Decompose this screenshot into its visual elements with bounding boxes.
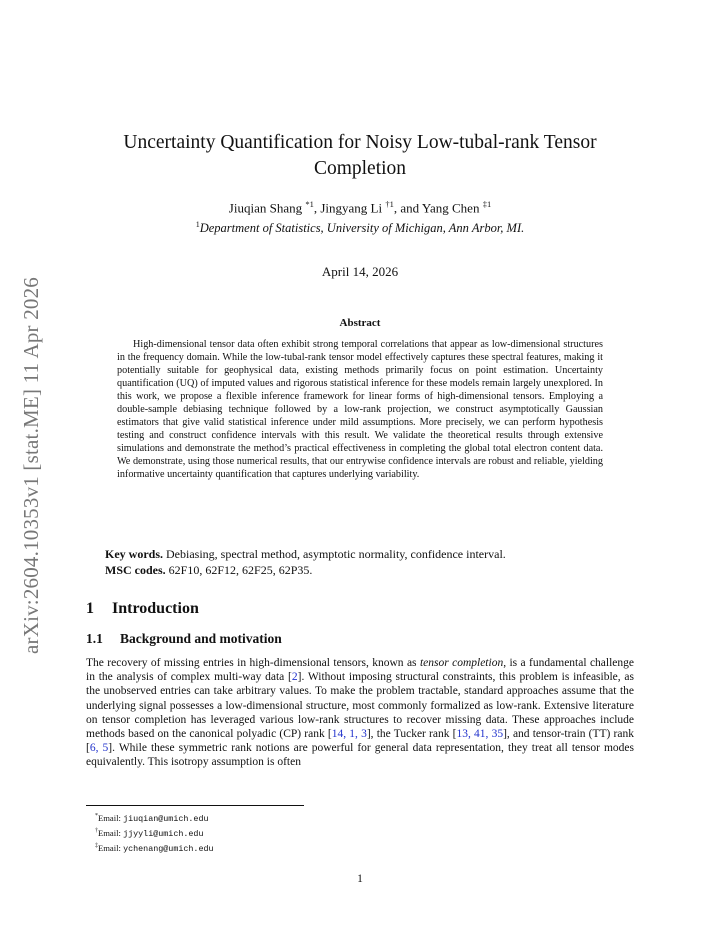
subsection-number: 1.1 — [86, 631, 103, 646]
abstract-heading: Abstract — [339, 317, 381, 329]
footnote-mark: ‡ — [95, 843, 98, 850]
footnote-item — [95, 810, 214, 825]
page-number: 1 — [357, 873, 363, 885]
footnote-mark: * — [95, 813, 98, 819]
keywords-label: Key words. — [105, 547, 163, 561]
keywords-text: Debiasing, spectral method, asymptotic normality, confidence interval. — [166, 547, 506, 561]
footnote-email[interactable]: ychenang@umich.edu — [123, 844, 214, 855]
footnote-label: Email: — [98, 843, 124, 854]
section-number: 1 — [86, 600, 94, 617]
keywords-line — [105, 546, 625, 562]
abstract-body: High-dimensional tensor data often exhibit strong temporal correlations that appear as low-dimensional structures in the frequency domain. While the low-tubal-rank tensor model effectively captures these spectral features, making it potentially suitable for geophysical data, existing methods primarily focus on point estimation. Uncertainty quantification (UQ) of imputed values and rigorous statistical inference for these models remain largely unexplored. In this work, we propose a flexible inference framework for linear forms of high-dimensional tensors. Employing a double-sample debiasing technique followed by a low-rank projection, we construct asymptotically Gaussian estimators that give valid statistical inference under mild assumptions. More precisely, we can perform hypothesis testing and construct confidence intervals with this result. We validate the theoretical results through extensive simulations and demonstrate the method’s practical effectiveness in completing the global total electron content data. We demonstrate, using those numerical results, that our entrywise confidence intervals are robust and reliable, yielding informative uncertainty quantification that captures underlying variability. — [117, 339, 603, 480]
keywords-block — [105, 546, 625, 578]
section-heading-introduction — [86, 600, 199, 618]
author-mark: ‡1 — [482, 199, 492, 209]
author-separator: , and — [393, 200, 422, 216]
citation-link[interactable]: 13, 41, 35 — [456, 728, 504, 741]
footnote-rule — [86, 805, 304, 806]
arxiv-sidebar-stamp — [12, 250, 52, 680]
author-name: Jiuqian Shang — [228, 200, 303, 216]
citation-link[interactable]: 6, 5 — [89, 742, 109, 755]
footnote-email[interactable]: jjyyli@umich.edu — [123, 829, 204, 840]
affiliation — [100, 220, 620, 236]
footnote-email[interactable]: jiuqian@umich.edu — [123, 813, 209, 824]
footnote-item — [95, 825, 214, 840]
subsection-title: Background and motivation — [120, 631, 282, 646]
subsection-heading-background — [86, 631, 282, 647]
footnotes — [95, 810, 214, 855]
footnote-mark: † — [95, 828, 98, 835]
intro-text: The recovery of missing entries in high-dimensional tensors, known as — [86, 657, 420, 669]
footnote-item — [95, 840, 214, 855]
section-title: Introduction — [112, 600, 199, 617]
footnote-label: Email: — [98, 812, 124, 823]
intro-text: ]. While these symmetric rank notions are powerful for general data representation, they treat all tensor modes equivalently. This isotropy assumption is often — [86, 742, 635, 769]
paper-title: Uncertainty Quantification for Noisy Low-tubal-rank Tensor Completion — [123, 132, 597, 179]
author-separator: , — [313, 200, 321, 216]
msc-label: MSC codes. — [105, 563, 166, 577]
author-mark: †1 — [385, 199, 394, 209]
intro-text: ], the Tucker rank [ — [366, 728, 457, 741]
arxiv-id-label: arXiv:2604.10353v1 [stat.ME] 11 Apr 2026 — [19, 276, 44, 654]
author-name: Yang Chen — [421, 200, 480, 216]
affiliation-mark: 1 — [195, 220, 200, 229]
msc-line — [105, 562, 625, 578]
author-list — [100, 199, 620, 216]
footnote-label: Email: — [98, 828, 124, 839]
intro-term: tensor completion — [419, 657, 504, 669]
msc-text: 62F10, 62F12, 62F25, 62P35. — [168, 563, 313, 577]
intro-paragraph — [86, 656, 634, 770]
intro-text: , is a fundamental challenge in the analysis of complex multi-way data [ — [86, 657, 634, 684]
paper-date: April 14, 2026 — [321, 264, 399, 279]
intro-text: ], and tensor-train (TT) rank [ — [86, 728, 634, 755]
affiliation-text: Department of Statistics, University of Michigan, Ann Arbor, MI. — [199, 221, 525, 236]
citation-link[interactable]: 14, 1, 3 — [331, 728, 367, 741]
author-mark: *1 — [305, 199, 314, 209]
intro-text: ]. Without imposing structural constraints, this problem is infeasible, as the unobserved entries can take arbitrary values. To make the problem tractable, standard approaches assume that the underlying signal possesses a low-dimensional structure, most commonly formalized as low-rank. Extensive literature on tensor completion has leveraged various low-rank structures to recover missing data. These approaches include methods based on the canonical polyadic (CP) rank [ — [86, 671, 634, 741]
author-name: Jingyang Li — [320, 200, 383, 216]
citation-link[interactable]: 2 — [291, 671, 298, 684]
